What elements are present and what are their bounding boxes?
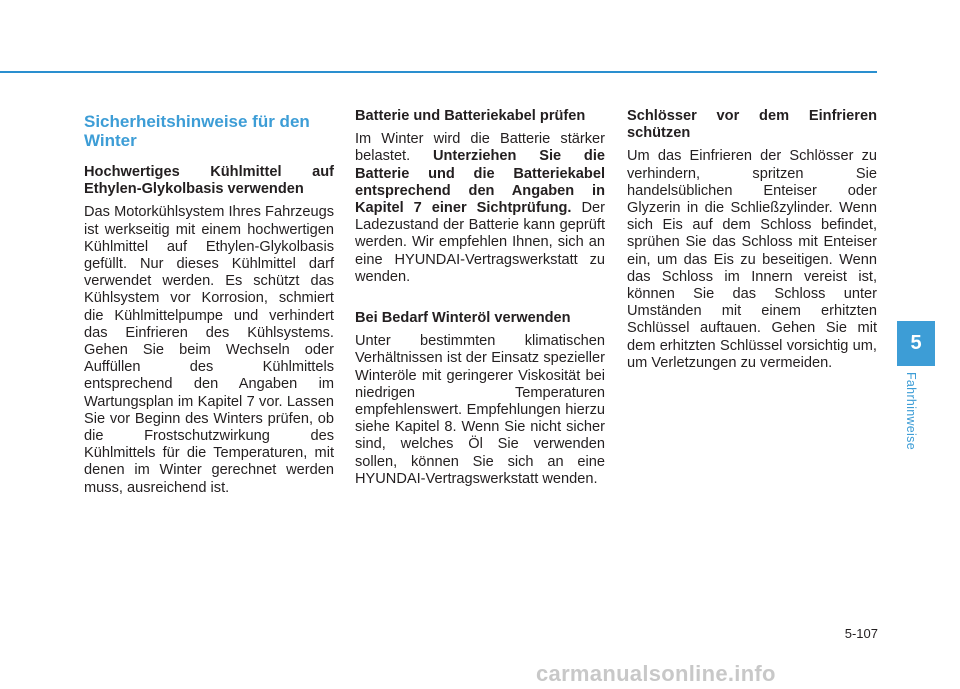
battery-text-bold: Unterziehen Sie die Batterie und die Batteriekabel entsprechend den Angaben in Kapitel 7 einer Sichtprüfung. [355,148,605,217]
column-middle [355,108,605,512]
battery-text-end: Der Ladezustand der Batterie kann geprüft werden. Wir empfehlen Ihnen, sich an eine HYUNDAI-Vertragswerkstatt zu wenden. [355,200,605,285]
header-rule [0,71,877,73]
page-number: 5-107 [844,626,878,641]
paragraph-battery [355,131,605,286]
section-heading-winter: Sicherheitshinweise für den Winter [84,112,310,150]
column-left [84,108,334,521]
chapter-name-label: Fahrhinweise [904,372,918,450]
subheading-locks-line1: Schlösser vor dem Einfrieren [627,108,877,124]
paragraph-winter-oil: Unter bestimmten klimatischen Verhältnissen ist der Einsatz spezieller Winteröle mit geringerer Viskosität bei niedrigen Temperaturen empfehlenswert. Empfehlungen hierzu siehe Kapitel 8. Wenn Sie nicht sicher sind, welches Öl Sie verwenden sollen, können Sie sich an eine HYUNDAI-Vertragswerkstatt wenden. [355,333,605,487]
chapter-name-vertical [900,372,920,457]
paragraph-coolant: Das Motorkühlsystem Ihres Fahrzeugs ist werkseitig mit einem hochwertigen Kühlmittel auf Ethylen-Glykolbasis gefüllt. Nur dieses Kühlmittel darf verwendet werden. Es schützt das Kühlsystem vor Korrosion, schmiert die Kühlmittelpumpe und verhindert das Einfrieren des Kühlsystems. Gehen Sie beim Wechseln oder Auffüllen des Kühlmittels entsprechend den Angaben im Wartungsplan im Kapitel 7 vor. Lassen Sie vor Beginn des Winters prüfen, ob die Frostschutzwirkung des Kühlmittels für die Temperaturen, mit denen im Winter gerechnet werden muss, ausreichend ist. [84,204,334,496]
subheading-coolant [84,164,334,198]
paragraph-locks: Um das Einfrieren der Schlösser zu verhindern, spritzen Sie handelsüblichen Enteiser oder Glyzerin in die Schließzylinder. Wenn sich Eis auf dem Schloss befindet, sprühen Sie das Schloss mit Enteiser ein, um das Eis zu beseitigen. Wenn das Schloss im Innern vereist ist, können Sie das Schloss unter Umständen mit einem erhitzten Schlüssel auftauen. Gehen Sie mit dem erhitzten Schlüssel vorsichtig um, um Verletzungen zu vermeiden. [627,148,877,371]
subheading-locks [627,108,877,142]
subheading-coolant-line1: Hochwertiges Kühlmittel auf [84,164,334,180]
column-right [627,108,877,396]
subheading-battery: Batterie und Batteriekabel prüfen [355,108,586,124]
subheading-winter-oil: Bei Bedarf Winteröl verwenden [355,310,571,327]
subheading-locks-line2: schützen [627,125,691,142]
watermark-text: carmanualsonline.info [536,661,776,686]
battery-text-start: Im Winter wird die Batterie stärker belastet. [355,131,605,165]
subheading-coolant-line2: Ethylen-Glykolbasis verwenden [84,181,304,198]
chapter-number-tab: 5 [897,321,935,366]
